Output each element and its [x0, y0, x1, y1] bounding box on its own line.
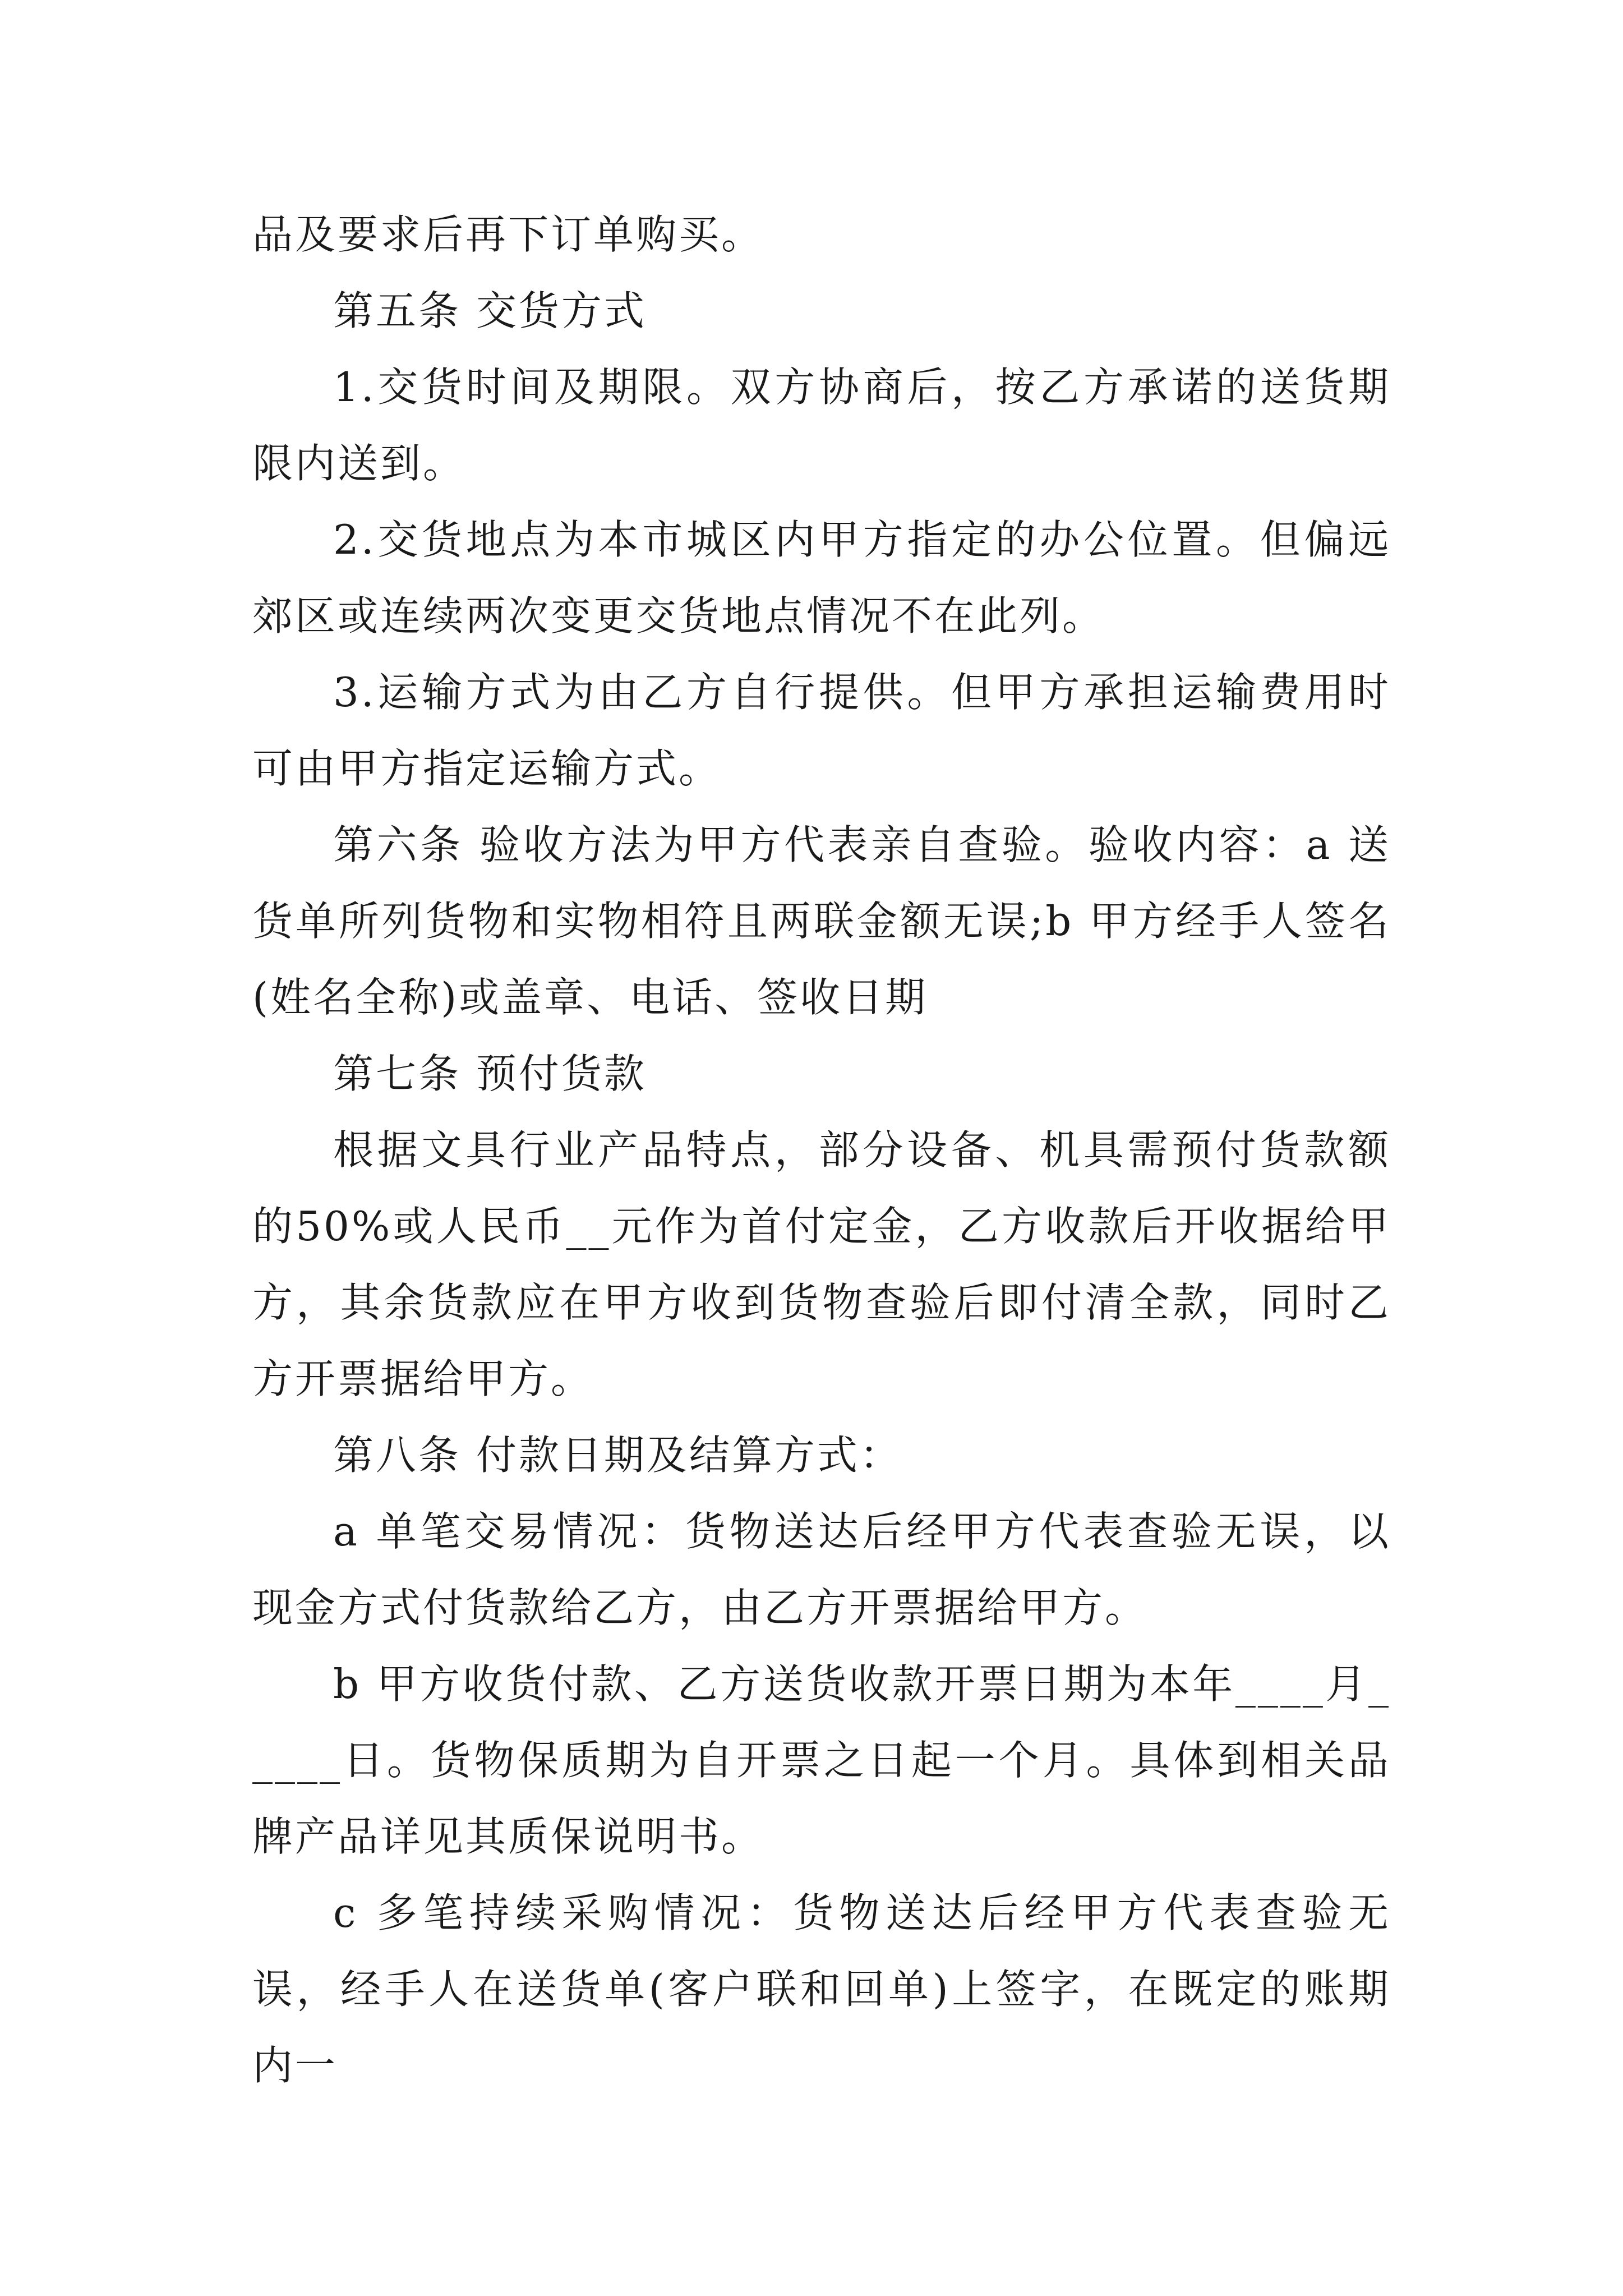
article-8-heading: 第八条 付款日期及结算方式：	[333, 1432, 902, 1479]
article-5-item-2: 2.交货地点为本市城区内甲方指定的办公位置。但偏远郊区或连续两次变更交货地点情况不在此列。	[252, 516, 1391, 639]
article-7-body: 根据文具行业产品特点，部分设备、机具需预付货款额的50%或人民币__元作为首付定金，乙方收款后开收据给甲方，其余货款应在甲方收到货物查验后即付清全款，同时乙方开票据给甲方。	[252, 1126, 1391, 1402]
article-8-item-a: a 单笔交易情况：货物送达后经甲方代表查验无误，以现金方式付货款给乙方，由乙方开票据给甲方。	[252, 1508, 1391, 1631]
article-5-item-1: 1.交货时间及期限。双方协商后，按乙方承诺的送货期限内送到。	[252, 364, 1391, 487]
article-7-heading: 第七条 预付货款	[333, 1050, 647, 1097]
article-6: 第六条 验收方法为甲方代表亲自查验。验收内容：a 送货单所列货物和实物相符且两联金额无误;b 甲方经手人签名(姓名全称)或盖章、电话、签收日期	[252, 821, 1391, 1021]
article-5-item-3: 3.运输方式为由乙方自行提供。但甲方承担运输费用时可由甲方指定运输方式。	[252, 669, 1391, 792]
article-5-heading: 第五条 交货方式	[333, 287, 647, 334]
paragraph-continuation: 品及要求后再下订单购买。	[252, 211, 764, 258]
article-8-item-b: b 甲方收货付款、乙方送货收款开票日期为本年____月_____日。货物保质期为自开票之日起一个月。具体到相关品牌产品详见其质保说明书。	[252, 1660, 1391, 1860]
article-8-item-c: c 多笔持续采购情况：货物送达后经甲方代表查验无误，经手人在送货单(客户联和回单)上签字，在既定的账期内一	[252, 1889, 1391, 2089]
contract-text	[252, 196, 1391, 2104]
